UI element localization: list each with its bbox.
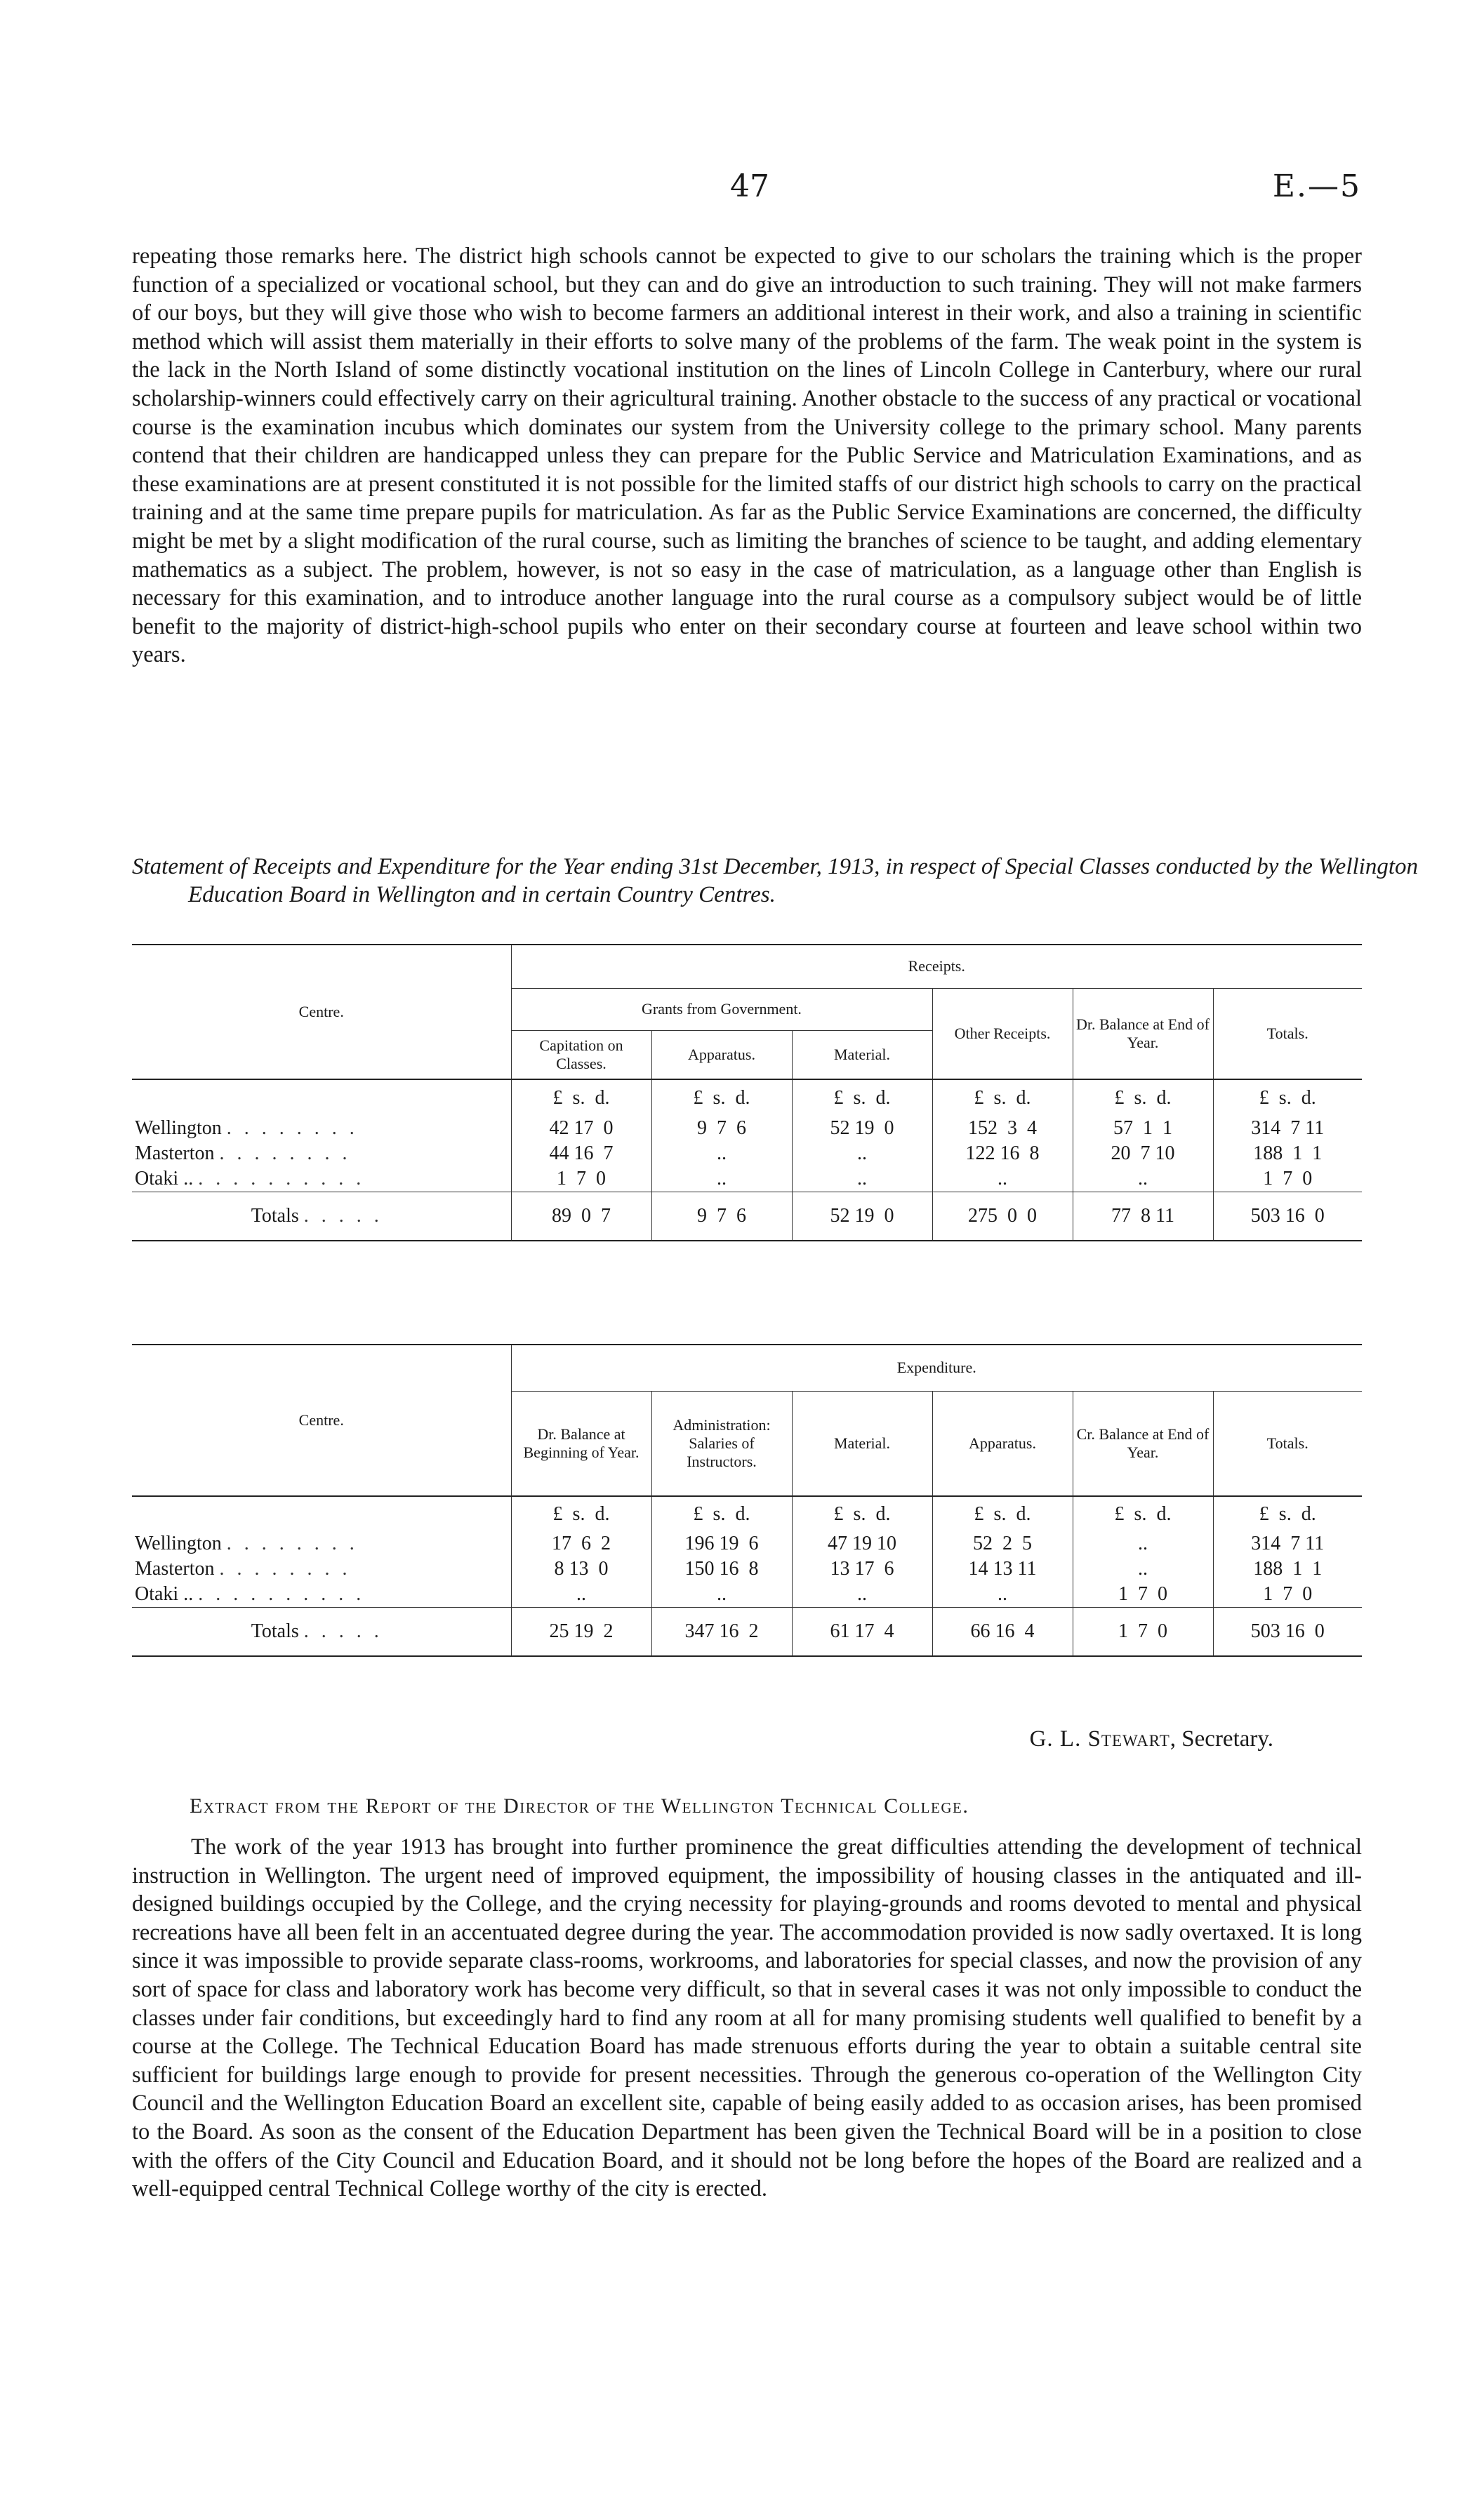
- table-cell: 14 13 11: [932, 1556, 1073, 1582]
- table-cell: 196 19 6: [651, 1531, 792, 1556]
- table-cell: 9 7 6: [651, 1116, 792, 1141]
- table-cell: ..: [651, 1166, 792, 1192]
- grants-header: Grants from Government.: [511, 988, 932, 1030]
- centre-name: Masterton: [135, 1142, 215, 1164]
- table-caption: Statement of Receipts and Expenditure for the Year ending 31st December, 1913, in respect of Special Classes conducted by the Wellington Education Board in Wellington and in certain Country Centres.: [132, 854, 1418, 907]
- document-reference: E.—5: [1272, 168, 1361, 204]
- col-header-material: Material.: [792, 1391, 932, 1496]
- centre-name: Masterton: [135, 1558, 215, 1580]
- table-row: Masterton ........ 8 13 0 150 16 8 13 17 6 14 13 11 .. 188 1 1: [132, 1556, 1362, 1582]
- col-header-dr-balance: Dr. Balance at End of Year.: [1073, 988, 1213, 1079]
- table-cell: 57 1 1: [1073, 1116, 1213, 1141]
- page-number: 47: [730, 168, 769, 204]
- receipts-group-header: Receipts.: [511, 945, 1362, 988]
- table-cell: 314 7 11: [1213, 1531, 1362, 1556]
- unit-label: £ s. d.: [932, 1079, 1073, 1116]
- table-cell: 188 1 1: [1213, 1141, 1362, 1166]
- col-header-apparatus: Apparatus.: [651, 1030, 792, 1079]
- totals-row: Totals ..... 89 0 7 9 7 6 52 19 0 275 0 0 77 8 11 503 16 0: [132, 1192, 1362, 1241]
- table-cell: 13 17 6: [792, 1556, 932, 1582]
- table-cell: 47 19 10: [792, 1531, 932, 1556]
- total-cell: 1 7 0: [1073, 1607, 1213, 1656]
- unit-label: £ s. d.: [1073, 1079, 1213, 1116]
- totals-label: Totals: [251, 1620, 299, 1642]
- table-cell: 150 16 8: [651, 1556, 792, 1582]
- table-cell: ..: [932, 1582, 1073, 1607]
- signature: [1030, 1726, 1273, 1752]
- totals-row: Totals ..... 25 19 2 347 16 2 61 17 4 66 16 4 1 7 0 503 16 0: [132, 1607, 1362, 1656]
- table-row: Otaki .. .......... .. .. .. .. 1 7 0 1 7 0: [132, 1582, 1362, 1607]
- col-header-material: Material.: [792, 1030, 932, 1079]
- table-cell: 1 7 0: [1213, 1166, 1362, 1192]
- table-cell: ..: [651, 1582, 792, 1607]
- table-cell: 52 19 0: [792, 1116, 932, 1141]
- table-cell: ..: [1073, 1531, 1213, 1556]
- table-cell: ..: [511, 1582, 651, 1607]
- unit-label: £ s. d.: [932, 1496, 1073, 1531]
- col-header-totals: Totals.: [1213, 1391, 1362, 1496]
- page-header: [0, 168, 1484, 211]
- expenditure-group-header: Expenditure.: [511, 1345, 1362, 1391]
- table-cell: 1 7 0: [1213, 1582, 1362, 1607]
- table-cell: 17 6 2: [511, 1531, 651, 1556]
- table-cell: 1 7 0: [1073, 1582, 1213, 1607]
- table-cell: ..: [1073, 1166, 1213, 1192]
- total-cell: 347 16 2: [651, 1607, 792, 1656]
- col-header-cr-balance: Cr. Balance at End of Year.: [1073, 1391, 1213, 1496]
- total-cell: 61 17 4: [792, 1607, 932, 1656]
- centre-header: Centre.: [298, 1411, 344, 1429]
- total-cell: 66 16 4: [932, 1607, 1073, 1656]
- table-row: Masterton ........ 44 16 7 .. .. 122 16 8 20 7 10 188 1 1: [132, 1141, 1362, 1166]
- total-cell: 503 16 0: [1213, 1192, 1362, 1241]
- table-cell: ..: [792, 1582, 932, 1607]
- table-cell: 42 17 0: [511, 1116, 651, 1141]
- table-cell: 44 16 7: [511, 1141, 651, 1166]
- col-header-apparatus: Apparatus.: [932, 1391, 1073, 1496]
- paragraph-district-high-schools: repeating those remarks here. The district high schools cannot be expected to give to our scholars the training which is the proper function of a specialized or vocational school, but they can and do give an introduction to such training. They will not make farmers of our boys, but they will give those who wish to become farmers an additional interest in their work, and also a training in scientific method which will assist them materially in their efforts to solve many of the problems of the farm. The weak point in the system is the lack in the North Island of some distinctly vocational institution on the lines of Lincoln College in Canterbury, where our rural scholarship-winners could effectively carry on their agricultural training. Another obstacle to the success of any practical or vocational course is the examination incubus which dominates our system from the University college to the primary school. Many parents contend that their children are handicapped unless they can prepare for the Public Service and Matriculation Examinations, and as these examinations are at present constituted it is not possible for the limited staffs of our district high schools to carry on the practical training and at the same time prepare pupils for matriculation. As far as the Public Service Examinations are concerned, the difficulty might be met by a slight modification of the rural course, such as limiting the branches of science to be taught, and adding elementary mathematics as a subject. The problem, however, is not so easy in the case of matriculation, as a language other than English is necessary for this examination, and to introduce another language into the rural course as a compulsory subject would be of little benefit to the majority of district-high-school pupils who enter on their secondary course at fourteen and leave school within two years.: [132, 244, 1362, 668]
- table-cell: 20 7 10: [1073, 1141, 1213, 1166]
- totals-label: Totals: [251, 1204, 299, 1227]
- total-cell: 52 19 0: [792, 1192, 932, 1241]
- col-header-other-receipts: Other Receipts.: [932, 988, 1073, 1079]
- extract-heading: Extract from the Report of the Director of the Wellington Technical College.: [190, 1794, 969, 1818]
- centre-name: Wellington: [135, 1533, 222, 1554]
- col-header-dr-balance-beginning: Dr. Balance at Beginning of Year.: [511, 1391, 651, 1496]
- unit-label: £ s. d.: [651, 1079, 792, 1116]
- unit-label: £ s. d.: [1073, 1496, 1213, 1531]
- table-cell: 188 1 1: [1213, 1556, 1362, 1582]
- total-cell: 89 0 7: [511, 1192, 651, 1241]
- total-cell: 275 0 0: [932, 1192, 1073, 1241]
- table-row: Wellington ........ 17 6 2 196 19 6 47 19 10 52 2 5 .. 314 7 11: [132, 1531, 1362, 1556]
- table-cell: ..: [792, 1141, 932, 1166]
- unit-label: £ s. d.: [651, 1496, 792, 1531]
- col-header-administration: Administration: Salaries of Instructors.: [651, 1391, 792, 1496]
- table-cell: 1 7 0: [511, 1166, 651, 1192]
- unit-label: £ s. d.: [792, 1496, 932, 1531]
- signatory-name: G. L. Stewart: [1029, 1726, 1170, 1752]
- col-header-capitation: Capitation on Classes.: [511, 1030, 651, 1079]
- table-row: Otaki .. .......... 1 7 0 .. .. .. .. 1 7 0: [132, 1166, 1362, 1192]
- centre-header: Centre.: [298, 1003, 344, 1020]
- table-cell: 8 13 0: [511, 1556, 651, 1582]
- table-cell: ..: [1073, 1556, 1213, 1582]
- unit-label: £ s. d.: [792, 1079, 932, 1116]
- centre-name: Otaki ..: [135, 1167, 194, 1189]
- signatory-title: , Secretary.: [1170, 1726, 1273, 1752]
- table-cell: ..: [932, 1166, 1073, 1192]
- unit-label: £ s. d.: [511, 1496, 651, 1531]
- table-cell: 314 7 11: [1213, 1116, 1362, 1141]
- total-cell: 9 7 6: [651, 1192, 792, 1241]
- unit-label: £ s. d.: [1213, 1496, 1362, 1531]
- receipts-table: [132, 944, 1362, 1241]
- unit-label: £ s. d.: [1213, 1079, 1362, 1116]
- paragraph-technical-college: The work of the year 1913 has brought into further prominence the great difficulties attending the development of technical instruction in Wellington. The urgent need of improved equipment, the impossibility of housing classes in the antiquated and ill-designed buildings occupied by the College, and the crying necessity for playing-grounds and rooms devoted to mental and physical recreations have all been felt in an accentuated degree during the year. The accommodation provided is now sadly overtaxed. It is long since it was impossible to provide separate class-rooms, workrooms, and laboratories for special classes, and now the provision of any sort of space for class and laboratory work has become very difficult, so that in several cases it was not only impossible to conduct the classes under fair conditions, but exceedingly hard to find any room at all for many promising students well qualified to benefit by a course at the College. The Technical Education Board has made strenuous efforts during the year to obtain a suitable central site sufficient for buildings large enough to provide for present necessities. Through the generous co-operation of the Wellington City Council and the Wellington Education Board an excellent site, capable of being easily added to as occasion arises, has been promised to the Board. As soon as the consent of the Education Department has been given the Technical Board will be in a position to close with the offers of the City Council and Education Board, and it should not be long before the hopes of the Board are realized and a well-equipped central Technical College worthy of the city is erected.: [132, 1834, 1362, 2202]
- unit-label: £ s. d.: [511, 1079, 651, 1116]
- table-cell: 52 2 5: [932, 1531, 1073, 1556]
- expenditure-table: [132, 1344, 1362, 1657]
- table-row: Wellington ........ 42 17 0 9 7 6 52 19 0 152 3 4 57 1 1 314 7 11: [132, 1116, 1362, 1141]
- table-cell: 122 16 8: [932, 1141, 1073, 1166]
- centre-name: Wellington: [135, 1117, 222, 1139]
- col-header-totals: Totals.: [1213, 988, 1362, 1079]
- table-cell: ..: [792, 1166, 932, 1192]
- total-cell: 503 16 0: [1213, 1607, 1362, 1656]
- total-cell: 25 19 2: [511, 1607, 651, 1656]
- table-cell: 152 3 4: [932, 1116, 1073, 1141]
- centre-name: Otaki ..: [135, 1582, 194, 1605]
- total-cell: 77 8 11: [1073, 1192, 1213, 1241]
- table-cell: ..: [651, 1141, 792, 1166]
